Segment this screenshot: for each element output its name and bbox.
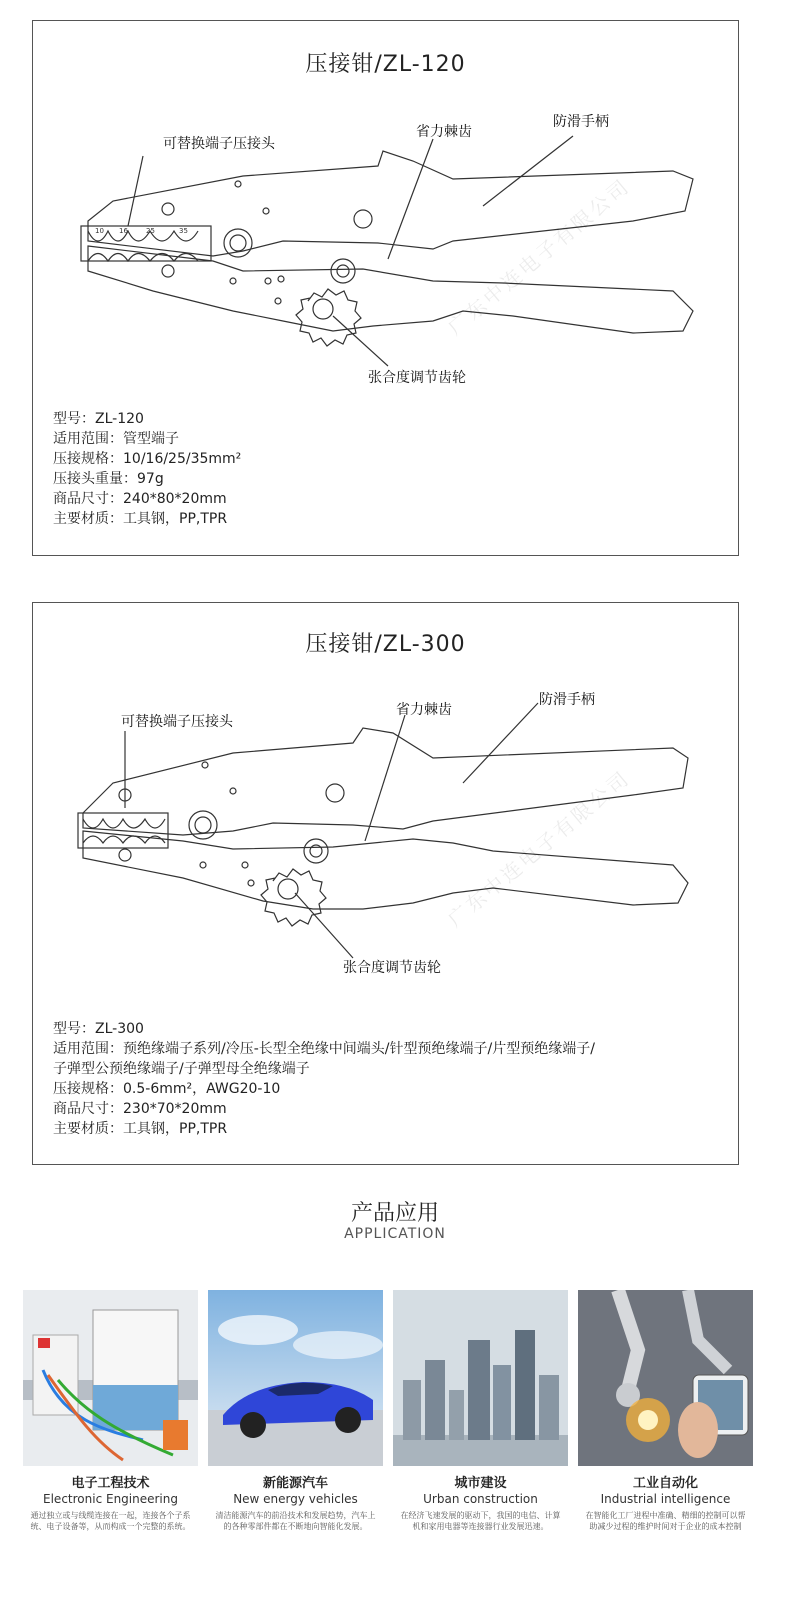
app-description: 通过独立或与线缆连接在一起，连接各个子系统、电子设备等，从而构成一个完整的系统。 [30, 1511, 191, 1531]
new-energy-vehicle-image [208, 1290, 383, 1466]
callout-gear: 张合度调节齿轮 [343, 960, 441, 976]
callout-gear: 张合度调节齿轮 [368, 370, 466, 386]
spec-line: 压接规格：0.5-6mm²，AWG20-10 [53, 1081, 281, 1097]
app-description: 在经济飞速发展的驱动下，我国的电信、计算机和家用电器等连接器行业发展迅速。 [400, 1511, 561, 1531]
application-subtitle: APPLICATION [344, 1226, 446, 1242]
crimper-drawing-zl120 [33, 21, 738, 401]
spec-line: 子弹型公预绝缘端子/子弹型母全绝缘端子 [53, 1061, 310, 1077]
app-name-en: Urban construction [423, 1492, 538, 1506]
electronic-engineering-image [23, 1290, 198, 1466]
callout-handle: 防滑手柄 [553, 114, 609, 130]
app-description: 在智能化工厂进程中准确、精细的控制可以帮助减少过程的维护时间对于企业的成本控制 [585, 1511, 746, 1531]
app-name-en: Industrial intelligence [600, 1492, 731, 1506]
watermark: 广东中连电子有限公司 [443, 173, 635, 340]
spec-line: 压接头重量：97g [53, 471, 164, 487]
app-name: 新能源汽车 [262, 1476, 328, 1491]
product-panel-zl120 [32, 20, 739, 556]
die-label: 16 [119, 227, 128, 235]
app-name: 工业自动化 [632, 1476, 698, 1491]
watermark: 广东中连电子有限公司 [443, 765, 635, 932]
callout-ratchet: 省力棘齿 [416, 124, 472, 140]
app-card-urban [393, 1290, 568, 1532]
industrial-automation-image [578, 1290, 753, 1466]
callout-ratchet: 省力棘齿 [396, 702, 452, 718]
spec-line: 型号：ZL-300 [53, 1021, 144, 1037]
app-card-industrial [578, 1290, 753, 1532]
panel-title: 压接钳/ZL-300 [305, 632, 466, 657]
crimper-drawing-zl300 [33, 603, 738, 1003]
app-card-electronic [23, 1290, 198, 1532]
spec-line: 型号：ZL-120 [53, 411, 144, 427]
app-description: 清洁能源汽车的前沿技术和发展趋势，汽车上的各种零部件都在不断地向智能化发展。 [215, 1511, 376, 1531]
app-card-vehicles [208, 1290, 383, 1532]
spec-line: 商品尺寸：230*70*20mm [53, 1101, 227, 1117]
spec-line: 商品尺寸：240*80*20mm [53, 491, 227, 507]
die-label: 35 [179, 227, 188, 235]
die-label: 10 [95, 227, 104, 235]
app-name: 城市建设 [454, 1476, 507, 1491]
callout-handle: 防滑手柄 [539, 692, 595, 708]
callout-replaceable-head: 可替换端子压接头 [121, 714, 233, 730]
product-panel-zl300 [32, 602, 739, 1165]
spec-list [53, 1019, 595, 1139]
app-name-en: Electronic Engineering [43, 1492, 178, 1506]
app-name: 电子工程技术 [71, 1476, 150, 1491]
application-title: 产品应用 [350, 1201, 439, 1226]
spec-list [53, 409, 241, 529]
spec-line: 主要材质：工具钢，PP,TPR [53, 1121, 228, 1137]
panel-title: 压接钳/ZL-120 [305, 52, 466, 77]
die-label: 25 [146, 227, 155, 235]
spec-line: 适用范围：管型端子 [53, 431, 179, 447]
callout-replaceable-head: 可替换端子压接头 [163, 136, 275, 152]
spec-line: 压接规格：10/16/25/35mm² [53, 451, 242, 467]
spec-line: 适用范围：预绝缘端子系列/冷压-长型全绝缘中间端头/针型预绝缘端子/片型预绝缘端子/ [53, 1041, 595, 1057]
urban-construction-image [393, 1290, 568, 1466]
spec-line: 主要材质：工具钢，PP,TPR [53, 511, 228, 527]
app-name-en: New energy vehicles [233, 1492, 358, 1506]
